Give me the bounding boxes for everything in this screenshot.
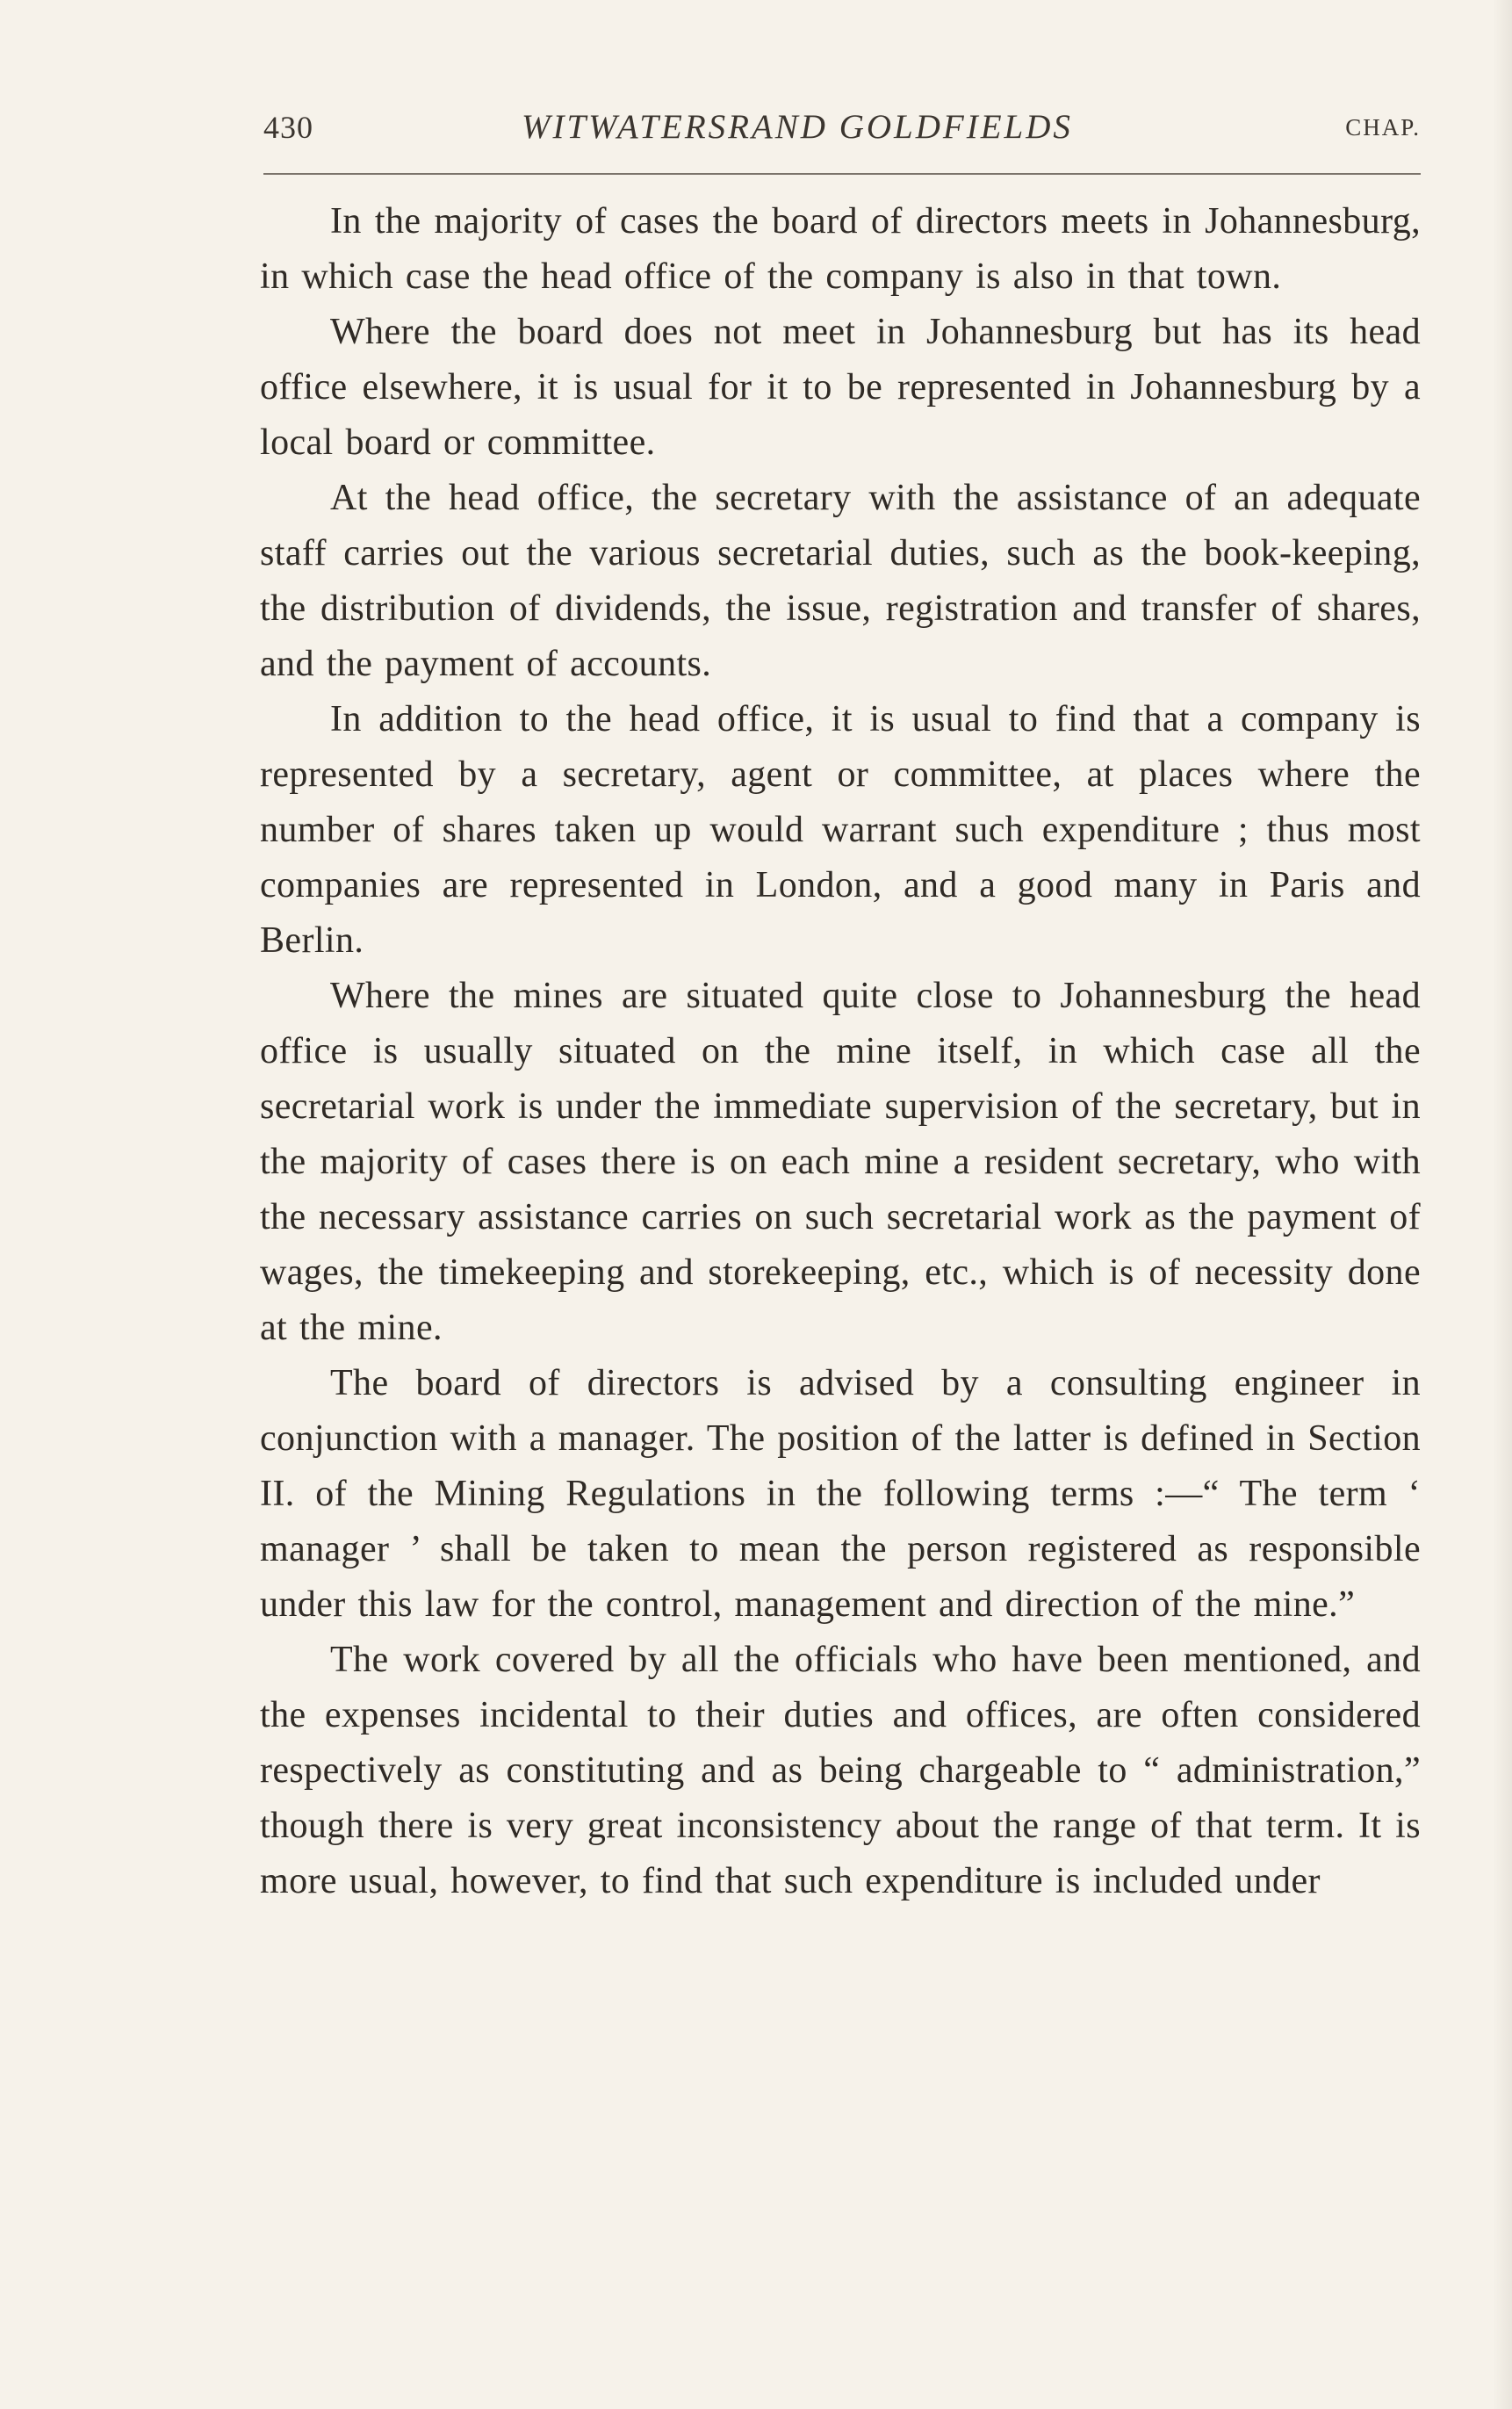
paragraph: Where the board does not meet in Johannesburg but has its head office elsewhere, it is usual for it to be represented in Johannesburg by a local board or committee. xyxy=(260,312,1421,463)
running-title: WITWATERSRAND GOLDFIELDS xyxy=(522,108,1073,146)
chapter-label: CHAP. xyxy=(1345,114,1421,141)
paragraph: The board of directors is advised by a consulting engineer in conjunction with a manager. The position of the latter is defined in Section II. of the Mining Regulations in the following terms :—“ The term ‘ manager ’ shall be taken to mean the person registered as responsible under this law for the control, management and direction of the mine.” xyxy=(260,1363,1421,1625)
body-text xyxy=(260,194,1421,1909)
paragraph: At the head office, the secretary with the assistance of an adequate staff carries out the various secretarial duties, such as the book-keeping, the distribution of dividends, the issue, registration and transfer of shares, and the payment of accounts. xyxy=(260,478,1421,684)
paragraph: The work covered by all the officials who have been mentioned, and the expenses incidental to their duties and offices, are often considered respectively as constituting and as being chargeable to “ administration,” though there is very great inconsistency about the range of that term. It is more usual, however, to find that such expenditure is included under xyxy=(260,1640,1421,1901)
running-head xyxy=(263,107,1421,160)
paragraph: In the majority of cases the board of directors meets in Johannesburg, in which case the head office of the company is also in that town. xyxy=(260,201,1421,297)
paragraph: Where the mines are situated quite close to Johannesburg the head office is usually situated on the mine itself, in which case all the secretarial work is under the immediate supervision of the secretary, but in the majority of cases there is on each mine a resident secretary, who with the necessary assistance carries on such secretarial work as the payment of wages, the timekeeping and storekeeping, etc., which is of necessity done at the mine. xyxy=(260,976,1421,1348)
paragraph: In addition to the head office, it is usual to find that a company is represented by a secretary, agent or committee, at places where the number of shares taken up would warrant such expenditure ; thus most companies are represented in London, and a good many in Paris and Berlin. xyxy=(260,699,1421,961)
header-rule xyxy=(263,173,1421,175)
page-number: 430 xyxy=(263,110,313,145)
